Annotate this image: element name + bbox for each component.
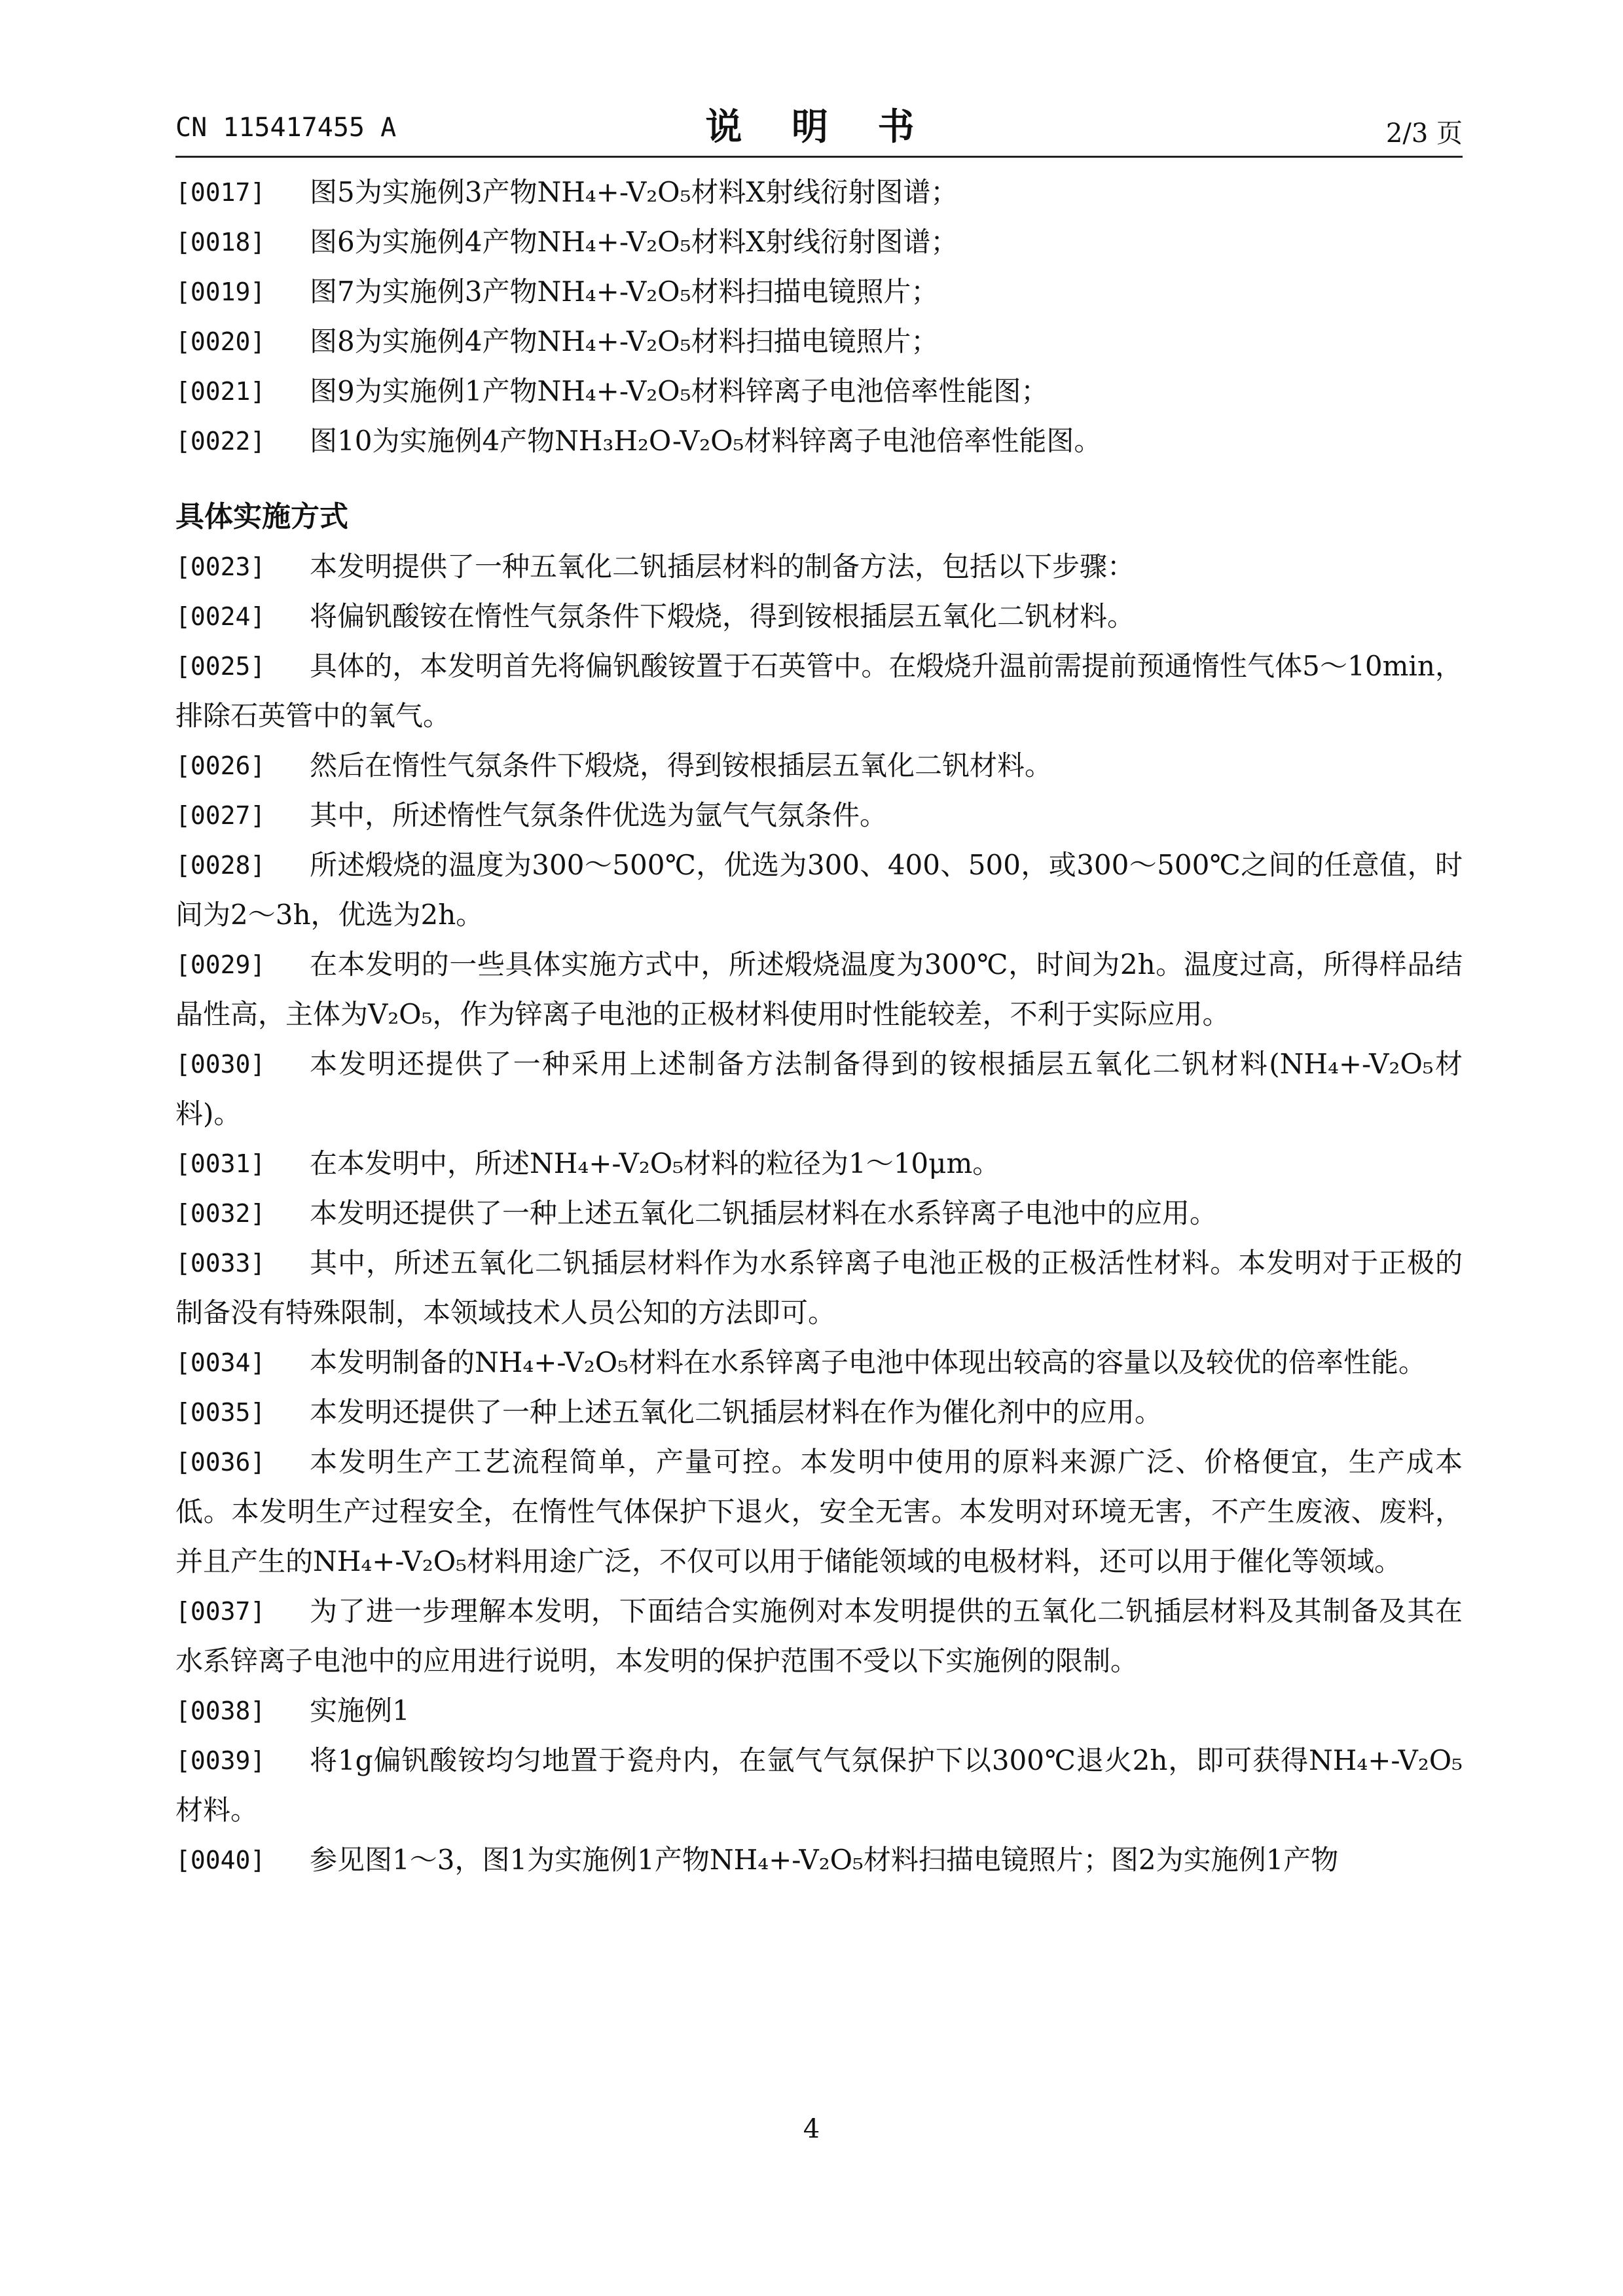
page-indicator: 2/3 页	[1385, 118, 1463, 149]
paragraph-number: [0021]	[175, 377, 266, 406]
paragraph	[175, 641, 1463, 741]
document-body	[175, 168, 1463, 1885]
paragraph-text: 图9为实施例1产物NH₄+-V₂O₅材料锌离子电池倍率性能图；	[310, 375, 1049, 407]
paragraph	[175, 317, 1463, 367]
paragraph-text: 本发明提供了一种五氧化二钒插层材料的制备方法，包括以下步骤：	[310, 550, 1135, 583]
header-rule	[175, 156, 1463, 158]
paragraph	[175, 1736, 1463, 1835]
paragraph	[175, 1338, 1463, 1388]
paragraph	[175, 791, 1463, 840]
paragraph-number: [0019]	[175, 278, 266, 306]
paragraph	[175, 542, 1463, 592]
paragraph-number: [0018]	[175, 228, 266, 257]
paragraph-text: 其中，所述惰性气氛条件优选为氩气气氛条件。	[310, 799, 888, 831]
paragraph	[175, 1039, 1463, 1139]
paragraph-text: 图10为实施例4产物NH₃H₂O-V₂O₅材料锌离子电池倍率性能图。	[310, 425, 1102, 457]
paragraph-number: [0040]	[175, 1846, 266, 1874]
paragraph-text: 将1g偏钒酸铵均匀地置于瓷舟内，在氩气气氛保护下以300℃退火2h，即可获得NH₄+-V₂O₅材料。	[175, 1744, 1463, 1826]
paragraph-number: [0023]	[175, 552, 266, 581]
paragraph	[175, 741, 1463, 791]
paragraph-number: [0025]	[175, 652, 266, 681]
paragraph-text: 本发明还提供了一种采用上述制备方法制备得到的铵根插层五氧化二钒材料(NH₄+-V₂O₅材料)。	[175, 1048, 1463, 1130]
paragraph	[175, 1388, 1463, 1437]
paragraph	[175, 1139, 1463, 1189]
paragraph-number: [0034]	[175, 1348, 266, 1377]
paragraph-number: [0035]	[175, 1398, 266, 1427]
paragraph-number: [0026]	[175, 751, 266, 780]
paragraph	[175, 1835, 1463, 1885]
paragraph-number: [0038]	[175, 1696, 266, 1725]
paragraph-text: 将偏钒酸铵在惰性气氛条件下煅烧，得到铵根插层五氧化二钒材料。	[310, 600, 1135, 632]
paragraph-text: 所述煅烧的温度为300～500℃，优选为300、400、500，或300～500℃之间的任意值，时间为2～3h，优选为2h。	[175, 849, 1463, 931]
paragraph-text: 本发明生产工艺流程简单，产量可控。本发明中使用的原料来源广泛、价格便宜，生产成本低。本发明生产过程安全，在惰性气体保护下退火，安全无害。本发明对环境无害，不产生废液、废料，并且产生的NH₄+-V₂O₅材料用途广泛，不仅可以用于储能领域的电极材料，还可以用于催化等领域。	[175, 1446, 1463, 1577]
paragraph-text: 图6为实施例4产物NH₄+-V₂O₅材料X射线衍射图谱；	[310, 226, 958, 258]
paragraph-text: 本发明还提供了一种上述五氧化二钒插层材料在水系锌离子电池中的应用。	[310, 1197, 1218, 1229]
paragraph	[175, 592, 1463, 641]
paragraph-number: [0020]	[175, 327, 266, 356]
paragraph	[175, 1587, 1463, 1686]
paragraph	[175, 1189, 1463, 1238]
paragraph-number: [0036]	[175, 1448, 266, 1477]
paragraph-text: 在本发明的一些具体实施方式中，所述煅烧温度为300℃，时间为2h。温度过高，所得样品结晶性高，主体为V₂O₅，作为锌离子电池的正极材料使用时性能较差，不利于实际应用。	[175, 948, 1463, 1030]
paragraph	[175, 416, 1463, 466]
paragraph-number: [0024]	[175, 602, 266, 631]
paragraph-number: [0029]	[175, 950, 266, 979]
paragraph-number: [0037]	[175, 1597, 266, 1626]
paragraph	[175, 1437, 1463, 1587]
paragraph-number: [0017]	[175, 178, 266, 207]
paragraph-text: 其中，所述五氧化二钒插层材料作为水系锌离子电池正极的正极活性材料。本发明对于正极的制备没有特殊限制，本领域技术人员公知的方法即可。	[175, 1247, 1463, 1329]
page-header	[175, 98, 1463, 157]
document-title: 说 明 书	[705, 105, 933, 149]
paragraph	[175, 267, 1463, 317]
paragraph-number: [0028]	[175, 851, 266, 880]
section-title: 具体实施方式	[175, 500, 348, 533]
paragraph-text: 参见图1～3，图1为实施例1产物NH₄+-V₂O₅材料扫描电镜照片；图2为实施例1产物	[310, 1844, 1339, 1876]
paragraph-text: 图8为实施例4产物NH₄+-V₂O₅材料扫描电镜照片；	[310, 325, 939, 357]
patent-number: CN 115417455 A	[175, 113, 397, 143]
paragraph	[175, 1686, 1463, 1736]
paragraph-text: 具体的，本发明首先将偏钒酸铵置于石英管中。在煅烧升温前需提前预通惰性气体5～10min，排除石英管中的氧气。	[175, 650, 1463, 732]
paragraph	[175, 940, 1463, 1039]
paragraph-text: 然后在惰性气氛条件下煅烧，得到铵根插层五氧化二钒材料。	[310, 749, 1053, 781]
paragraph	[175, 217, 1463, 267]
paragraph	[175, 367, 1463, 416]
paragraph-number: [0031]	[175, 1149, 266, 1178]
paragraph-number: [0033]	[175, 1249, 266, 1278]
paragraph-text: 图5为实施例3产物NH₄+-V₂O₅材料X射线衍射图谱；	[310, 176, 958, 208]
page-number: 4	[803, 2114, 820, 2144]
paragraph-number: [0027]	[175, 801, 266, 830]
paragraph-number: [0032]	[175, 1199, 266, 1228]
paragraph-list-embodiments	[175, 542, 1463, 1885]
paragraph	[175, 840, 1463, 940]
paragraph	[175, 1238, 1463, 1338]
paragraph	[175, 168, 1463, 217]
paragraph-text: 图7为实施例3产物NH₄+-V₂O₅材料扫描电镜照片；	[310, 276, 939, 308]
paragraph-text: 实施例1	[310, 1695, 410, 1727]
paragraph-text: 在本发明中，所述NH₄+-V₂O₅材料的粒径为1～10μm。	[310, 1147, 1000, 1179]
paragraph-number: [0030]	[175, 1050, 266, 1079]
paragraph-text: 为了进一步理解本发明，下面结合实施例对本发明提供的五氧化二钒插层材料及其制备及其在水系锌离子电池中的应用进行说明，本发明的保护范围不受以下实施例的限制。	[175, 1595, 1463, 1677]
paragraph-text: 本发明制备的NH₄+-V₂O₅材料在水系锌离子电池中体现出较高的容量以及较优的倍率性能。	[310, 1346, 1426, 1378]
paragraph-number: [0039]	[175, 1746, 266, 1775]
paragraph-number: [0022]	[175, 427, 266, 456]
paragraph-list-figures	[175, 168, 1463, 466]
paragraph-text: 本发明还提供了一种上述五氧化二钒插层材料在作为催化剂中的应用。	[310, 1396, 1163, 1428]
